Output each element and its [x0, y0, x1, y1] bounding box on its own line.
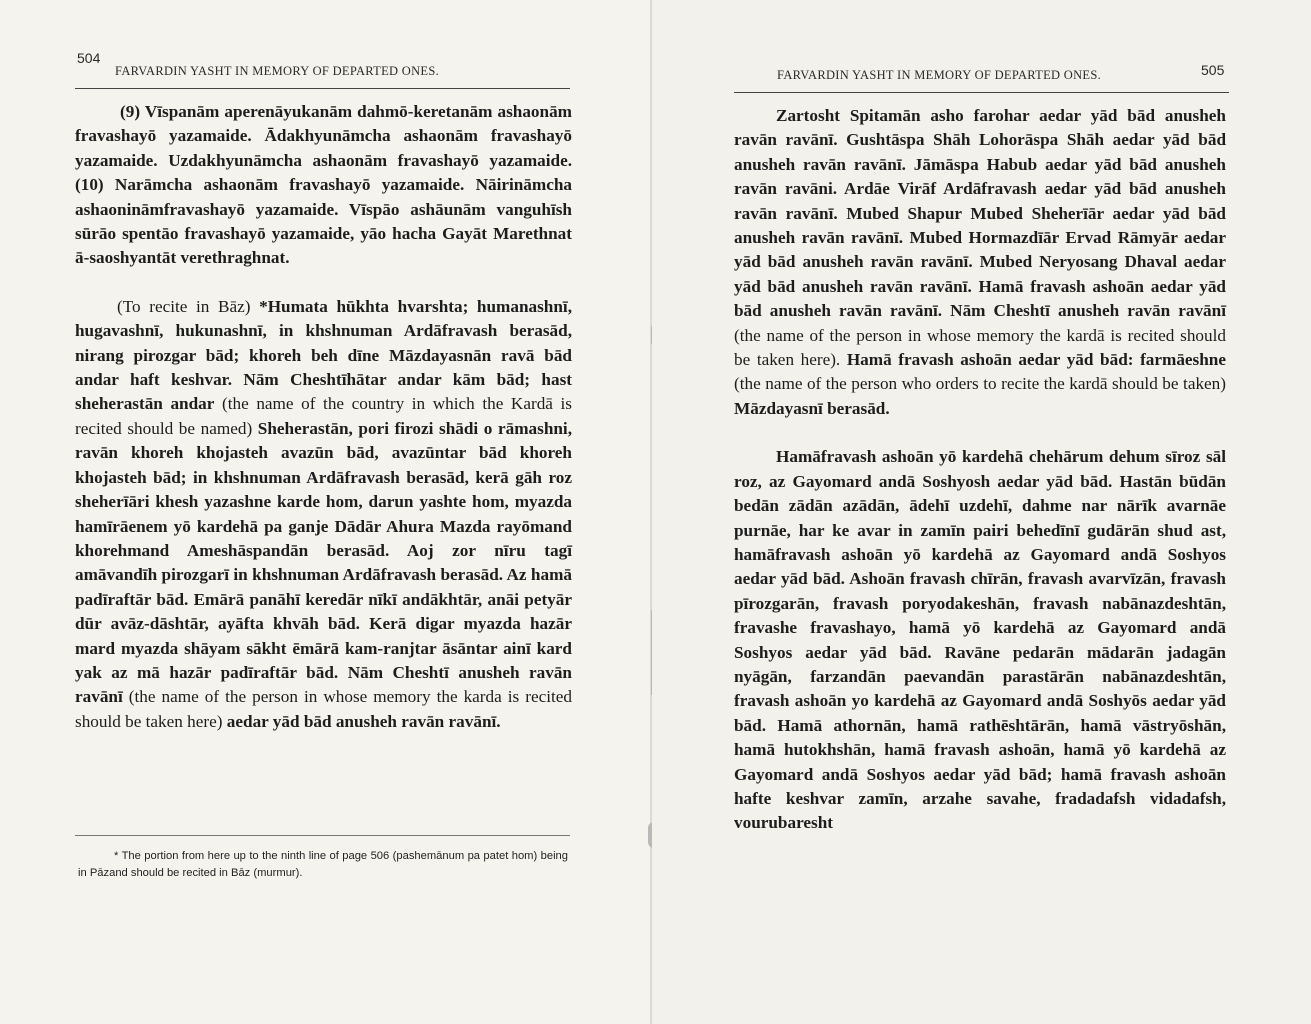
- header-rule: [75, 88, 570, 89]
- verse-paragraph: (9) Vīspanām aperenāyukanām dahmō-keretanām ashaonām fravashayō yazamaide. Ādakhyunāmcha ashaonām fravashayō yazamaide. Uzdakhyunāmcha ashaonām fravashayō yazamaide. (10) Narāmcha ashaonām fravashayō yazamaide. Nāirināmcha ashaonināmfravashayō yazamaide. Vīspāo ashāunām vanguhīsh sūrāo spentāo fravashayō yazamaide, yāo hacha Gayāt Marethnat ā-saoshyantāt verethraghnat.: [75, 102, 572, 268]
- running-head: FARVARDIN YASHT IN MEMORY OF DEPARTED ONES.: [115, 64, 440, 78]
- editorial-note: (the name of the person who orders to recite the kardā should be taken): [734, 374, 1226, 394]
- header-rule: [734, 92, 1229, 93]
- text-column: [734, 104, 1226, 836]
- remembrance-paragraph: [734, 104, 1226, 421]
- left-page: [0, 0, 652, 1024]
- remembrance-paragraph: Hamāfravash ashoān yō kardehā chehārum dehum sīroz sāl roz, az Gayomard andā Soshyosh aedar yād bād. Hastān būdān bedān zādān azādān, ādehī uzdehī, dahme nar nārīk avarnāe purnāe, har ke avar in zamīn pairi behedīnī gudārān shud ast, hamāfravash ashoān yō kardehā az Gayomard andā Soshyos aedar yād bād. Ashoān fravash chīrān, fravash avarvīzān, fravash pīrozgarān, fravash poryodakeshān, fravash nabānazdeshtān, fravashe fravashayo, hamā yō kardehā az Gayomard andā Soshyos aedar yād bād. Ravāne pedarān mādarān jadagān nyāgān, farzandān paevandān parastārān nabānazdeshtān, fravash ashoān yo kardehā az Gayomard andā Soshyōs aedar yād bād. Hamā athornān, hamā rathēshtārān, hamā vāstryōshān, hamā hutokhshān, hamā fravash ashoān, hamā yō kardehā az Gayomard andā Soshyos aedar yād bād; hamā fravash ashoān hafte keshvar zamīn, arzahe savahe, fradadafsh vidadafsh, vourubaresht: [734, 447, 1226, 833]
- recitation-paragraph: [75, 295, 572, 734]
- prayer-text: Sheherastān, pori firozi shādi o rāmashni, ravān khoreh khojasteh avazūn bād, avazūntar bād khoreh khojasteh bād; in khshnuman Ardāfravash berasād, kerā gāh roz sheherīāri khesh yazashne karde hom, darun yashte hom, myazda hamīrāenem yō kardehā pa ganje Dādār Ahura Mazda rayōmand khorehmand Ameshāspandān berasād. Aoj zor nīru tagī amāvandīh pirozgarī in khshnuman Ardāfravash berasād. Az hamā padīraftār bād. Emārā panāhī keredār nīkī andākhtār, anāi petyār dūr avāz-dāshtār, ayāfta khvāh bād. Kerā digar myazda hazār mard myazda shāyam sākht ēmārā kam-ranjtar āsāntar ainī kard yak az mā hazār padīraftār bād. Nām Cheshtī anusheh ravān ravānī: [75, 418, 573, 707]
- editorial-note: (the name of the person in whose memory the kardā is recited should be taken here).: [734, 325, 1226, 370]
- prayer-text: Zartosht Spitamān asho farohar aedar yād bād anusheh ravān ravānī. Gushtāspa Shāh Lohorāspa Shāh aedar yād bād anusheh ravān ravānī. Jāmāspa Habub aedar yād bād anusheh ravān ravāni. Ardāe Virāf Ardāfravash aedar yād bād anusheh ravān ravānī. Mubed Shapur Mubed Sheherīār aedar yād bād anusheh ravān ravānī. Mubed Hormazdīār Ervad Rāmyār aedar yād bād anusheh ravān ravānī. Mubed Neryosang Dhaval aedar yād bād anusheh ravān ravānī. Hamā fravash ashoān aedar yād bād anusheh ravān ravānī. Nām Cheshtī anusheh ravān ravānī: [734, 106, 1226, 321]
- running-head: FARVARDIN YASHT IN MEMORY OF DEPARTED ONES.: [777, 68, 1102, 82]
- editorial-note: (the name of the person in whose memory the karda is recited should be taken here): [75, 687, 573, 731]
- recite-instruction: (To recite in Bāz): [117, 296, 251, 316]
- editorial-note: (the name of the country in which the Kardā is recited should be named): [75, 394, 572, 438]
- prayer-text: aedar yād bād anusheh ravān ravānī.: [226, 711, 501, 731]
- prayer-text: *Humata hūkhta hvarshta; humanashnī, hugavashnī, hukunashnī, in khshnuman Ardāfravash berasād, nirang pirozgar bād; khoreh beh dīne Māzdayasnān ravā bād andar haft keshvar. Nām Cheshtīhātar andar kām bād; hast sheherastān andar: [75, 296, 572, 414]
- page-number: 504: [77, 50, 101, 66]
- footnote-rule: [75, 835, 570, 836]
- prayer-text: Hamā fravash ashoān aedar yād bād: farmāeshne: [846, 350, 1226, 370]
- right-page: [652, 0, 1311, 1024]
- footnote: * The portion from here up to the ninth line of page 506 (pashemānum pa patet hom) being in Pāzand should be recited in Bāz (murmur).: [78, 850, 568, 879]
- page-number: 505: [1201, 62, 1225, 78]
- prayer-text: Māzdayasnī berasād.: [734, 398, 890, 418]
- text-column: [75, 100, 572, 734]
